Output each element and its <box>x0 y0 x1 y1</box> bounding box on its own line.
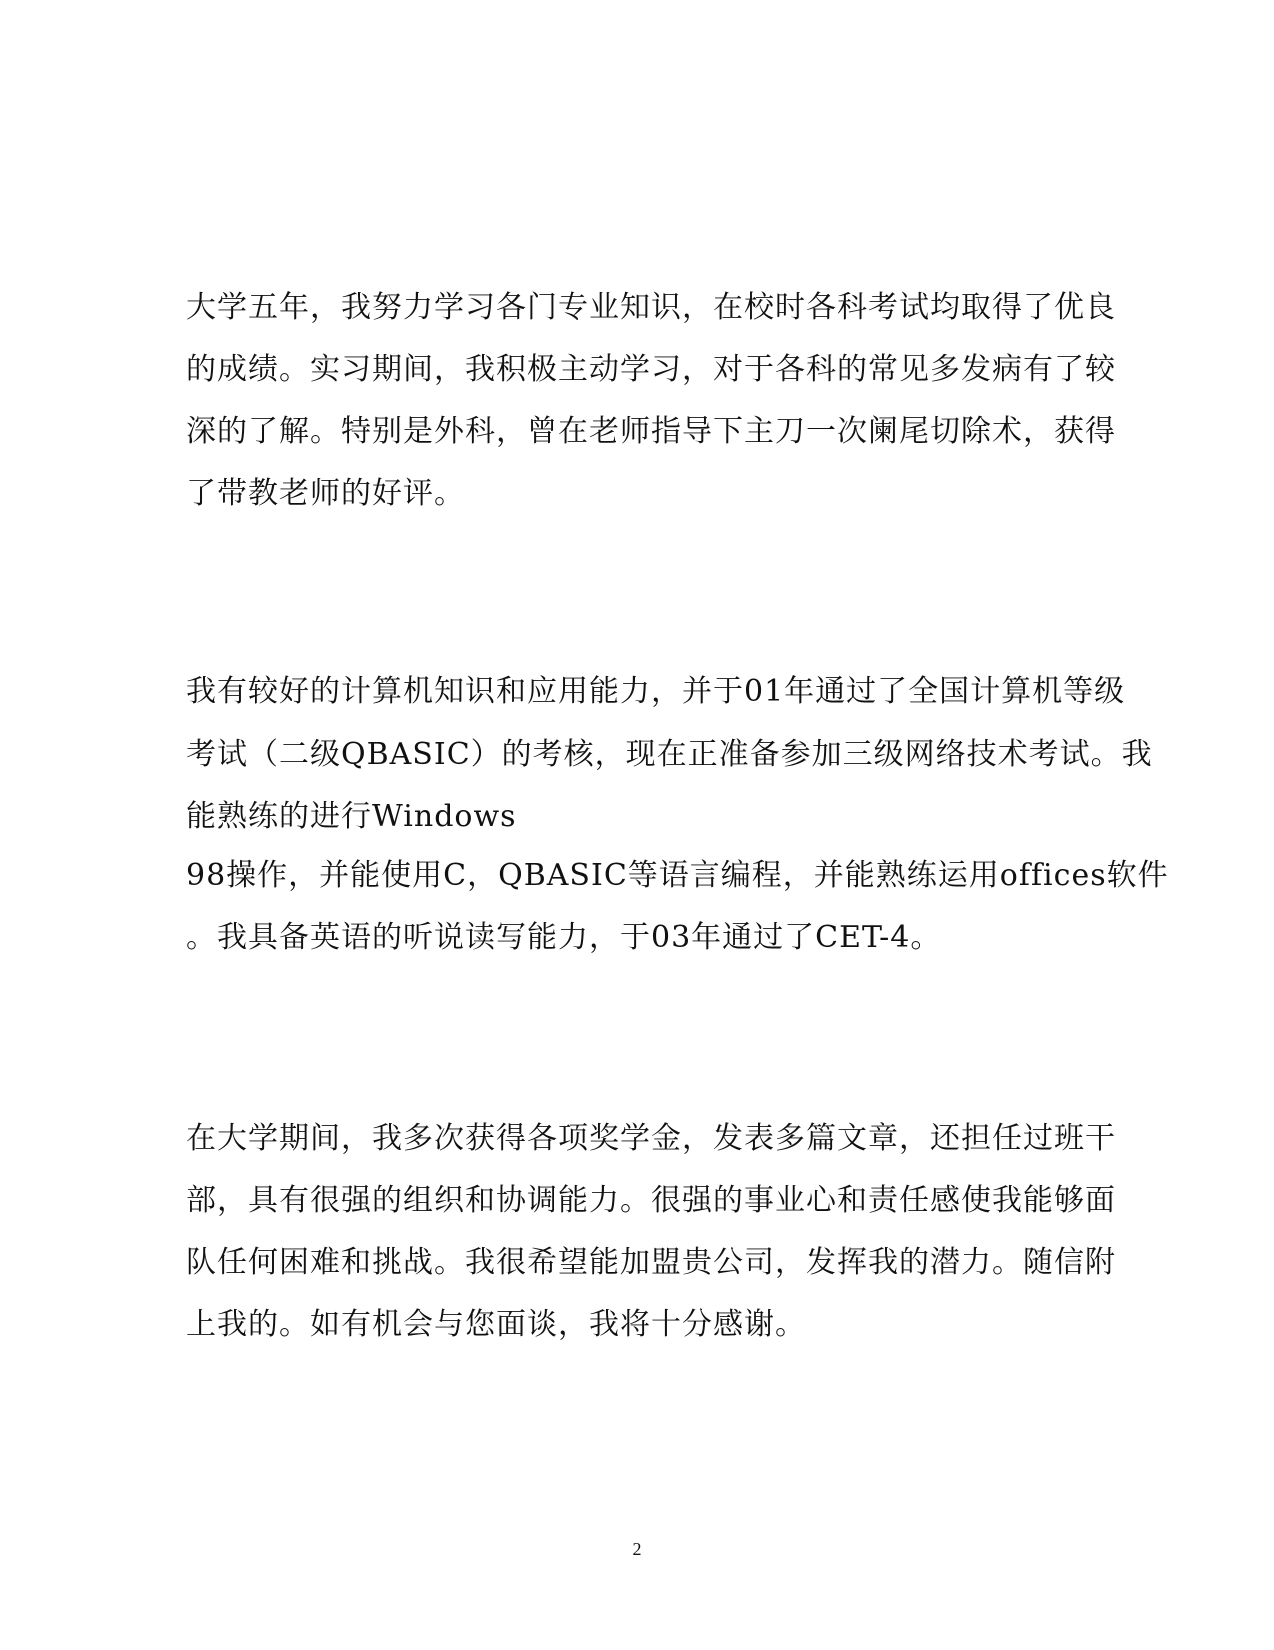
paragraph-3-line-3: 队任何困难和挑战。我很希望能加盟贵公司，发挥我的潜力。随信附 <box>186 1245 1116 1280</box>
paragraph-3-line-4: 上我的。如有机会与您面谈，我将十分感谢。 <box>186 1307 806 1342</box>
paragraph-2-line-2: 考试（二级QBASIC）的考核，现在正准备参加三级网络技术考试。我 <box>186 737 1153 772</box>
paragraph-2-line-4: 98操作，并能使用C，QBASIC等语言编程，并能熟练运用offices软件 <box>186 858 1169 893</box>
paragraph-2-line-3: 能熟练的进行Windows <box>186 799 517 834</box>
paragraph-3-line-1: 在大学期间，我多次获得各项奖学金，发表多篇文章，还担任过班干 <box>186 1121 1116 1156</box>
paragraph-3-line-2: 部，具有很强的组织和协调能力。很强的事业心和责任感使我能够面 <box>186 1183 1116 1218</box>
paragraph-1-line-3: 深的了解。特别是外科，曾在老师指导下主刀一次阑尾切除术，获得 <box>186 414 1116 449</box>
paragraph-2-line-1: 我有较好的计算机知识和应用能力，并于01年通过了全国计算机等级 <box>186 674 1126 709</box>
paragraph-2-line-5: 。我具备英语的听说读写能力，于03年通过了CET-4。 <box>186 920 942 955</box>
page-number: 2 <box>632 1539 642 1559</box>
paragraph-1-line-1: 大学五年，我努力学习各门专业知识，在校时各科考试均取得了优良 <box>186 290 1116 325</box>
paragraph-1-line-2: 的成绩。实习期间，我积极主动学习，对于各科的常见多发病有了较 <box>186 352 1116 387</box>
paragraph-1-line-4: 了带教老师的好评。 <box>186 476 465 511</box>
